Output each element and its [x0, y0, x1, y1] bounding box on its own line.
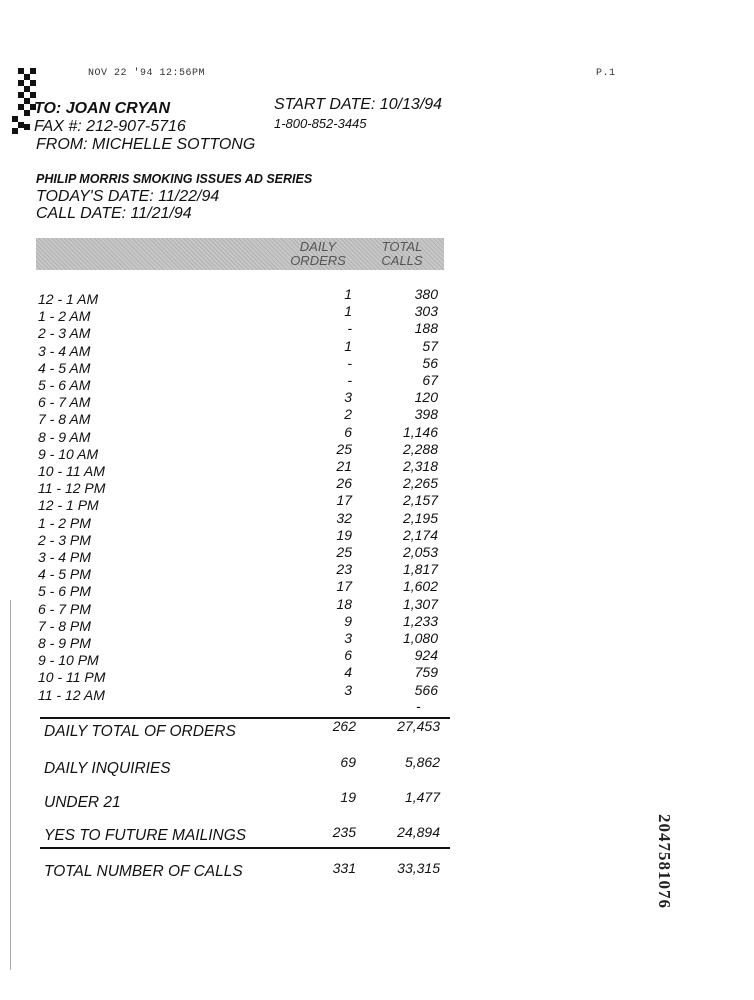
row-orders: 25	[336, 440, 352, 457]
fax-number-line: FAX #: 212-907-5716	[34, 118, 186, 135]
row-orders: 23	[336, 561, 352, 578]
table-row	[38, 406, 448, 428]
report-title: PHILIP MORRIS SMOKING ISSUES AD SERIES	[36, 172, 313, 186]
row-calls: 2,174	[402, 526, 438, 543]
row-orders: 26	[336, 475, 352, 492]
row-orders: 25	[336, 544, 352, 560]
row-orders: 4	[344, 664, 352, 681]
table-row	[38, 526, 448, 548]
row-hour: 3 - 4 AM	[38, 342, 91, 359]
row-orders: 9	[344, 612, 352, 629]
row-hour: 11 - 12 AM	[38, 686, 105, 703]
row-calls: 1,307	[402, 595, 438, 612]
row-calls: 398	[414, 406, 438, 423]
row-hour: 10 - 11 AM	[38, 463, 105, 479]
row-orders: 1	[344, 337, 352, 354]
row-orders: 3	[344, 630, 352, 646]
row-calls: 2,288	[402, 440, 438, 457]
row-calls: 1,080	[402, 630, 438, 646]
row-hour: 12 - 1 PM	[38, 497, 99, 514]
row-hour: 8 - 9 AM	[38, 428, 91, 445]
row-orders: 18	[336, 595, 352, 612]
table-row	[38, 286, 448, 307]
row-hour: 4 - 5 AM	[38, 359, 91, 376]
table-row	[38, 458, 448, 479]
row-hour: 11 - 12 PM	[38, 480, 106, 497]
row-calls: 1,146	[402, 423, 438, 440]
rule-top	[40, 717, 450, 719]
row-hour: 9 - 10 AM	[38, 445, 99, 462]
to-line: TO: JOAN CRYAN	[34, 100, 171, 117]
row-calls: 1,233	[402, 612, 438, 629]
phone-number: 1-800-852-3445	[274, 116, 367, 131]
table-row	[38, 320, 448, 342]
row-calls: 303	[414, 303, 438, 320]
row-orders: 6	[344, 423, 352, 440]
row-calls: 67	[422, 372, 438, 388]
row-hour: 3 - 4 PM	[38, 549, 91, 565]
table-row	[38, 475, 448, 497]
row-calls: 2,195	[402, 509, 438, 526]
row-orders: -	[347, 354, 352, 371]
row-hour: 2 - 3 AM	[38, 325, 91, 342]
row-orders: 21	[336, 458, 352, 474]
row-calls: 380	[414, 286, 438, 302]
table-row	[38, 647, 448, 669]
col-header-calls: TOTAL CALLS	[381, 239, 423, 268]
table-row	[38, 303, 448, 325]
row-orders: 17	[336, 492, 352, 509]
row-orders: 1	[344, 303, 352, 320]
row-calls: 566	[414, 681, 438, 698]
row-hour: 8 - 9 PM	[38, 635, 91, 651]
row-hour: 1 - 2 PM	[38, 514, 91, 531]
fax-page-number: P.1	[596, 68, 616, 79]
table-row	[38, 544, 448, 565]
fax-timestamp: NOV 22 '94 12:56PM	[88, 68, 206, 79]
row-orders: 2	[344, 406, 352, 423]
row-calls: 2,053	[402, 544, 438, 560]
row-hour: 9 - 10 PM	[38, 652, 99, 669]
row-calls: 57	[422, 337, 438, 354]
row-hour: 7 - 8 AM	[38, 411, 91, 428]
row-orders: 6	[344, 647, 352, 664]
row-orders: 3	[344, 389, 352, 406]
todays-date: TODAY'S DATE: 11/22/94	[36, 188, 220, 205]
row-calls: 2,265	[402, 475, 438, 492]
row-hour: 5 - 6 AM	[38, 377, 91, 393]
table-row	[38, 612, 448, 634]
row-calls: 759	[414, 664, 438, 681]
row-hour: 1 - 2 AM	[38, 308, 91, 325]
document-number: 2047581076	[655, 814, 674, 909]
row-hour: 5 - 6 PM	[38, 583, 91, 600]
row-calls: 56	[422, 354, 438, 371]
row-hour: 7 - 8 PM	[38, 617, 91, 634]
table-row	[38, 492, 448, 514]
table-row	[38, 509, 448, 531]
table-row	[38, 423, 448, 445]
row-calls: 924	[414, 647, 438, 664]
call-date: CALL DATE: 11/21/94	[36, 205, 192, 222]
row-orders: 1	[344, 286, 352, 302]
from-line: FROM: MICHELLE SOTTONG	[36, 136, 256, 153]
table-row	[38, 561, 448, 583]
row-orders: -	[347, 372, 352, 388]
row-calls: 2,318	[402, 458, 438, 474]
table-row	[38, 578, 448, 600]
col-header-orders: DAILY ORDERS	[290, 239, 346, 268]
row-hour: 12 - 1 AM	[38, 291, 99, 307]
row-orders: 3	[344, 681, 352, 698]
rule-bottom	[40, 847, 450, 849]
row-hour: 10 - 11 PM	[38, 669, 106, 686]
row-calls: 2,157	[402, 492, 438, 509]
table-row	[38, 354, 448, 376]
row-hour: 2 - 3 PM	[38, 531, 91, 548]
table-row	[38, 389, 448, 411]
row-orders: 17	[336, 578, 352, 595]
row-calls: 1,817	[402, 561, 438, 578]
row-calls: 120	[414, 389, 438, 406]
table-row	[38, 630, 448, 651]
scan-edge-line	[10, 600, 11, 970]
trailing-dash: -	[416, 698, 421, 714]
table-row	[38, 372, 448, 393]
start-date: START DATE: 10/13/94	[274, 96, 443, 113]
table-row	[38, 595, 448, 617]
row-orders: 19	[336, 526, 352, 543]
table-row	[38, 681, 448, 703]
row-calls: 1,602	[402, 578, 438, 595]
table-row	[38, 664, 448, 686]
table-row	[38, 337, 448, 359]
row-calls: 188	[414, 320, 438, 337]
row-hour: 6 - 7 PM	[38, 600, 91, 617]
row-orders: 32	[336, 509, 352, 526]
row-hour: 4 - 5 PM	[38, 566, 91, 583]
row-orders: -	[347, 320, 352, 337]
row-hour: 6 - 7 AM	[38, 394, 91, 411]
table-row	[38, 440, 448, 462]
